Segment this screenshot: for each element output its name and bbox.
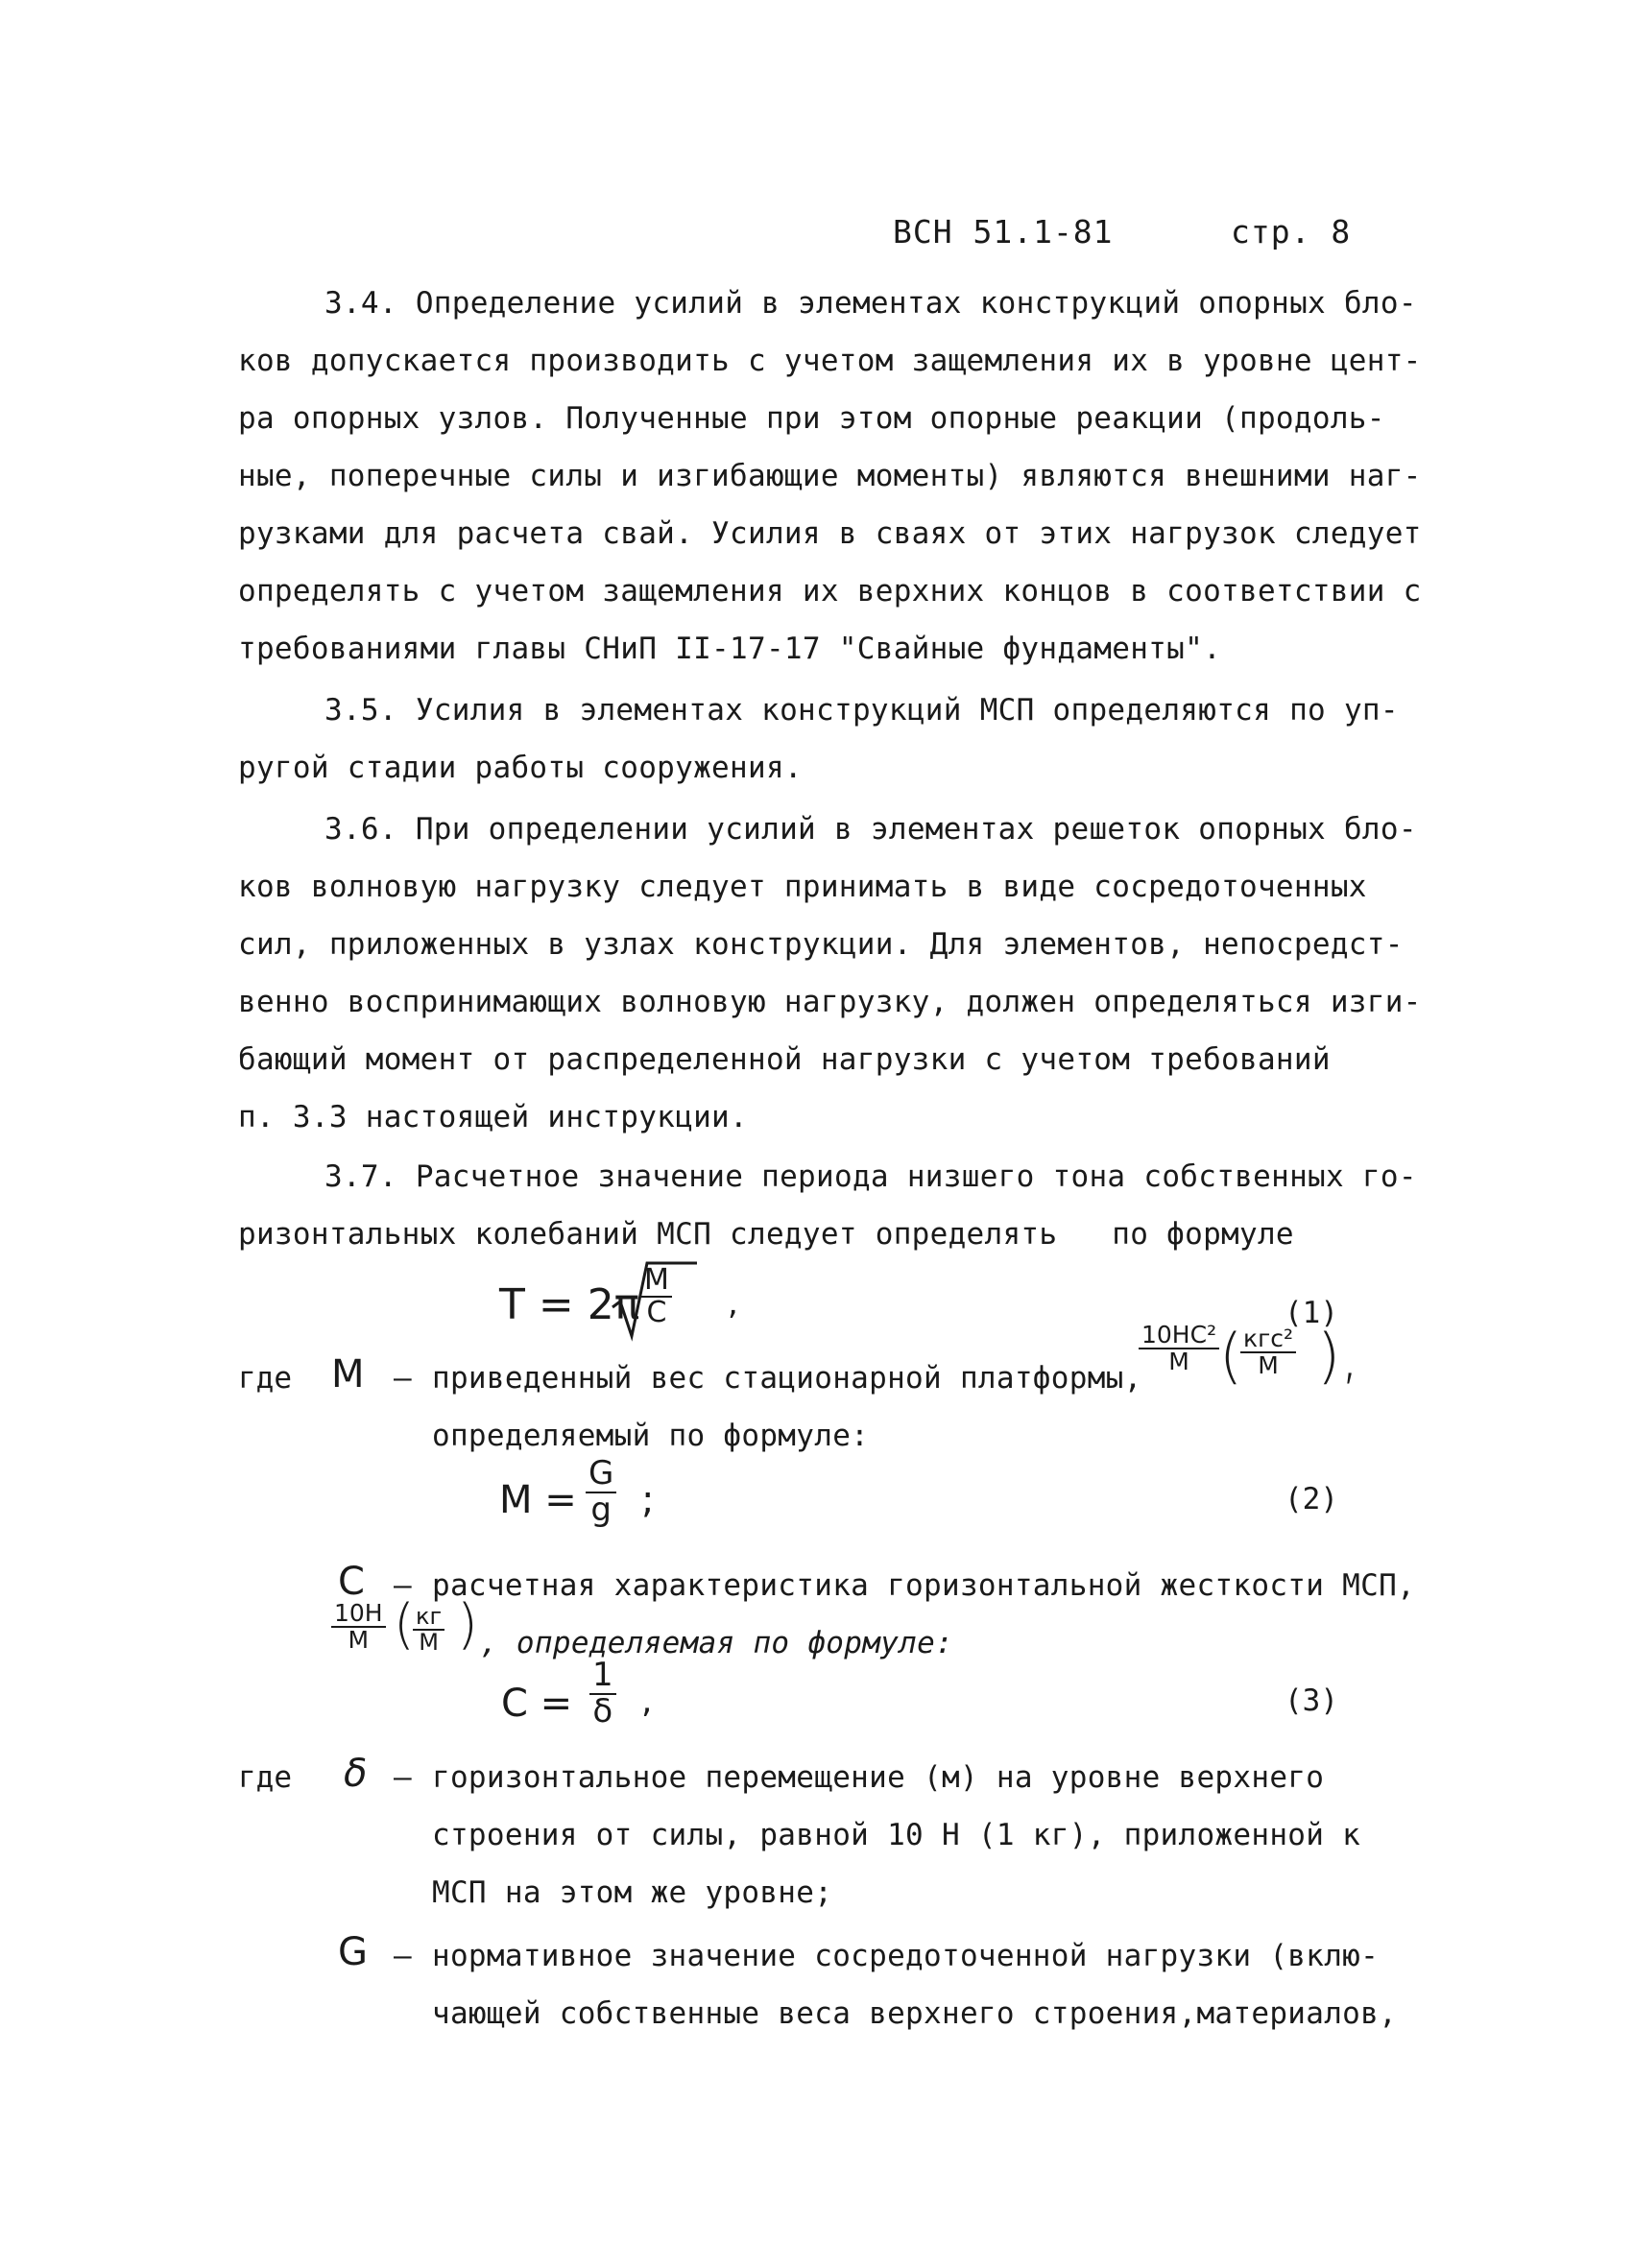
formula-3-lhs: C = [501,1682,573,1726]
unit-C-si-numerator: 10H [331,1601,386,1628]
unit-M-alt-denominator: M [1258,1351,1279,1380]
paragraph-3-7-line: ризонтальных колебаний МСП следует определять по формуле [238,1217,1294,1252]
formula-2-fraction [586,1454,616,1529]
equation-number-3: (3) [1285,1683,1338,1718]
paragraph-3-6-line: сил, приложенных в узлах конструкции. Для элементов, непосредст- [238,927,1404,962]
paragraph-3-7-line: 3.7. Расчетное значение периода низшего тона собственных го- [324,1159,1417,1194]
formula-3-denominator: δ [592,1691,613,1731]
formula-3-fraction [589,1656,616,1731]
paragraph-3-4-line: рузками для расчета свай. Усилия в сваях от этих нагрузок следует [238,516,1422,551]
definition-dash: – [394,1939,412,1973]
where-label: где [238,1361,292,1396]
equation-number-1: (1) [1285,1296,1338,1330]
unit-C-alt-numerator: кг [413,1605,444,1631]
paragraph-3-6-line: ков волновую нагрузку следует принимать в виде сосредоточенных [238,870,1367,904]
symbol-M: M [331,1352,365,1397]
paragraph-3-4-line: 3.4. Определение усилий в элементах конструкций опорных бло- [324,286,1417,321]
where-label: где [238,1760,292,1795]
definition-dash: – [394,1361,412,1396]
formula-1-lhs: T = 2π [499,1280,640,1329]
formula-2-numerator: G [586,1457,616,1493]
page-number: стр. 8 [1231,213,1352,251]
paragraph-3-5-line: ругой стадии работы сооружения. [238,751,803,785]
definition-delta-text: МСП на этом же уровне; [432,1875,833,1910]
formula-2-lhs: M = [499,1478,577,1522]
unit-M-si-denominator: M [1168,1348,1189,1376]
document-code: ВСН 51.1-81 [893,213,1114,251]
definition-dash: – [394,1568,412,1603]
definition-G-text: чающей собственные веса верхнего строения,материалов, [432,1996,1398,2031]
paragraph-3-4-line: ные, поперечные силы и изгибающие моменты) являются внешними наг- [238,459,1422,493]
formula-1-denominator: C [646,1295,667,1329]
paren-close: ) [457,1593,478,1656]
unit-C-alt-denominator: M [419,1629,439,1657]
definition-C-text: расчетная характеристика горизонтальной жесткости МСП, [432,1568,1416,1603]
paragraph-3-6-line: бающий момент от распределенной нагрузки с учетом требований [238,1042,1331,1077]
formula-3-numerator: 1 [589,1659,616,1695]
paragraph-3-4-line: определять с учетом защемления их верхних концов в соответствии с [238,574,1422,609]
unit-M-alt [1240,1326,1296,1379]
symbol-C: C [338,1560,365,1604]
definition-C-text: , определяемая по формуле: [480,1626,954,1660]
symbol-delta: δ [344,1752,368,1796]
paren-open: ( [1219,1321,1243,1391]
formula-3-tail: , [641,1682,653,1721]
paragraph-3-6-line: 3.6. При определении усилий в элементах решеток опорных бло- [324,812,1417,847]
formula-1-fraction [641,1265,672,1327]
unit-M-alt-numerator: кгс² [1240,1326,1296,1353]
unit-C-si [331,1601,386,1654]
definition-delta-text: горизонтальное перемещение (м) на уровне верхнего [432,1760,1325,1795]
definition-dash: – [394,1760,412,1795]
equation-number-2: (2) [1285,1482,1338,1516]
formula-1-tail: , [728,1284,738,1323]
unit-M-si [1139,1323,1219,1375]
unit-C-si-denominator: M [348,1626,370,1655]
definition-delta-text: строения от силы, равной 10 Н (1 кг), приложенной к [432,1818,1361,1852]
paren-open: ( [394,1593,415,1656]
paragraph-3-4-line: требованиями главы СНиП II-17-17 "Свайные фундаменты". [238,632,1222,666]
paren-close: ), [1317,1321,1359,1391]
formula-2-tail: ; [641,1478,655,1522]
definition-M-text: определяемый по формуле: [432,1419,870,1453]
paragraph-3-6-line: п. 3.3 настоящей инструкции. [238,1100,748,1134]
unit-M-si-numerator: 10HC² [1139,1323,1219,1349]
unit-C-alt [413,1605,444,1655]
symbol-G: G [338,1930,368,1974]
formula-2-denominator: g [590,1490,612,1529]
paragraph-3-4-line: ра опорных узлов. Полученные при этом опорные реакции (продоль- [238,401,1385,436]
paragraph-3-6-line: венно воспринимающих волновую нагрузку, должен определяться изги- [238,985,1422,1019]
paragraph-3-5-line: 3.5. Усилия в элементах конструкций МСП определяются по уп- [324,693,1399,728]
definition-G-text: нормативное значение сосредоточенной нагрузки (вклю- [432,1939,1380,1973]
definition-M-text: приведенный вес стационарной платформы, [432,1361,1142,1396]
formula-1-numerator: M [641,1265,672,1298]
paragraph-3-4-line: ков допускается производить с учетом защемления их в уровне цент- [238,344,1422,378]
